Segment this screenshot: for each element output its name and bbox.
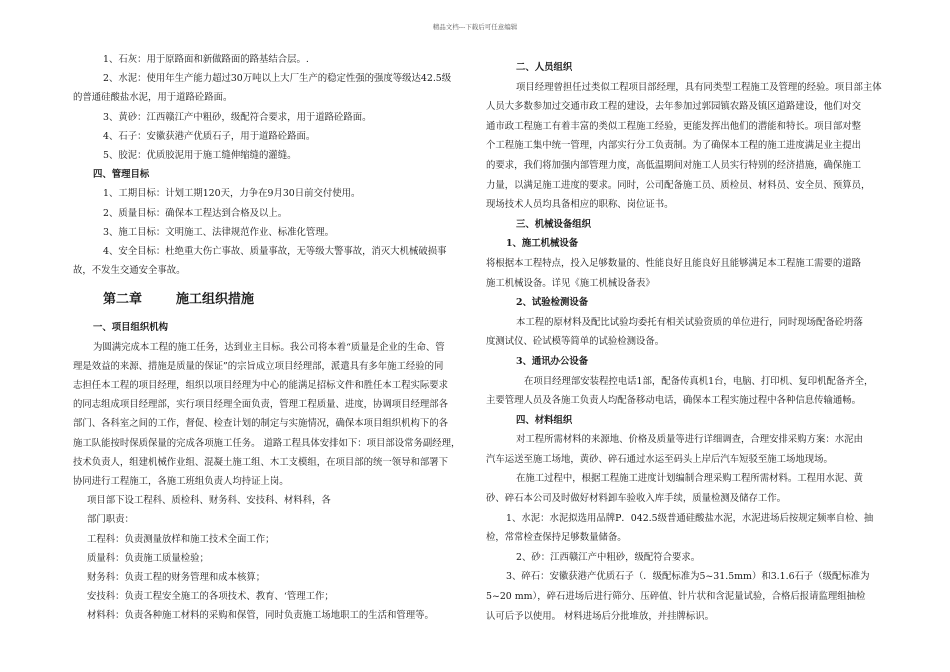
text-line: 2、砂：江西赣江产中粗砂，级配符合要求。 bbox=[516, 551, 701, 563]
left-column bbox=[73, 50, 463, 626]
text-line: 汽车运送至施工场地，黄砂、碎石通过水运至码头上岸后汽车短驳至施工场地现场。 bbox=[486, 453, 833, 465]
text-line: 力量，以满足施工进度的要求。同时，公司配备施工员、质检员、材料员、安全员、预算员， bbox=[486, 179, 871, 191]
text-line: 的普通硅酸盐水泥，用于道路砼路面。 bbox=[73, 92, 233, 104]
text-line: 施工机械设备。详见《施工机械设备表》 bbox=[486, 277, 655, 289]
text-line: 人员大多数参加过交通市政工程的建设，去年参加过郭园镇农路及镇区道路建设，他们对交 bbox=[486, 101, 862, 113]
text-line: 部门职责： bbox=[87, 514, 134, 526]
text-line: 的要求，我们将加强内部管理力度，高低温期间对施工人员实行特别的经济措施，确保施工 bbox=[486, 159, 862, 171]
page-header: 精品文档---下载后可任意编辑 bbox=[432, 23, 518, 31]
text-line: 技术负责人，组建机械作业组、混凝土施工组、木工支模组，在项目部的统一领导和部署下 bbox=[73, 456, 449, 468]
section-heading: 四、管理目标 bbox=[93, 169, 150, 181]
text-line: 故，不发生交通安全事故。 bbox=[73, 265, 186, 277]
right-column bbox=[486, 58, 882, 626]
text-line: 在施工过程中，根据工程施工进度计划编制合理采购工程所需材料。工程用水泥、黄 bbox=[516, 473, 863, 485]
text-line: 在项目经理部安装程控电话1部，配备传真机1台，电脑、打印机、复印机配备齐全， bbox=[524, 375, 874, 387]
text-line: 个工程施工集中统一管理，内部实行分工负责制。为了确保本工程的施工进度满足业主提出 bbox=[486, 140, 862, 152]
text-line: 现场技术人员均具备相应的职称、岗位证书。 bbox=[486, 199, 674, 211]
right-section-resources bbox=[486, 58, 882, 626]
section-heading: 1、施工机械设备 bbox=[506, 238, 579, 250]
text-line: 3、黄砂：江西赣江产中粗砂，级配符合要求，用于道路砼路面。 bbox=[103, 111, 372, 123]
text-line: 4、石子：安徽获港产优质石子，用于道路砼路面。 bbox=[103, 130, 316, 142]
section-heading: 一、项目组织机构 bbox=[93, 322, 169, 334]
text-line: 5~20 mm），碎石进场后进行筛分、压碎值、针片状和含泥量试验，合格后报请监理组抽检 bbox=[486, 591, 866, 603]
text-line: 的同志组成项目经理部，实行项目经理全面负责，管理工程质量、进度，协调项目经理部各 bbox=[73, 399, 449, 411]
text-line: 安技科：负责工程安全施工的各项技术、教育、‘管理工作； bbox=[87, 591, 334, 603]
text-line: 本工程的原材料及配比试验均委托有相关试验资质的单位进行，同时现场配备砼坍落 bbox=[516, 316, 863, 328]
text-line: 5、胶泥：优质胶泥用于施工缝伸缩缝的灌缝。 bbox=[103, 150, 297, 162]
section-heading: 三、机械设备组织 bbox=[516, 218, 592, 230]
text-line: 部门、各科室之间的工作，督促、检查计划的制定与实施情况，确保本项目组织机构下的各 bbox=[73, 418, 449, 430]
text-line: 项目经理曾担任过类似工程项目部经理，具有同类型工程施工及管理的经验。项目部主体 bbox=[516, 81, 882, 93]
section-heading: 二、人员组织 bbox=[516, 62, 573, 73]
text-line: 2、水泥：使用年生产能力超过30万吨以上大厂生产的稳定性强的强度等级达42.5级 bbox=[103, 73, 452, 85]
text-line: 理是效益的来源、措施是质量的保证”的宗旨成立项目经理部，派遣具有多年施工经验的同 bbox=[73, 360, 444, 372]
text-line: 协同进行工程施工，各施工班组负责人均持证上岗。 bbox=[73, 476, 289, 488]
text-line: 4、安全目标：杜绝重大伤亡事故、质量事故，无等级大警事故，消灭大机械破损事 bbox=[103, 246, 447, 258]
text-line: 志担任本工程的项目经理，组织以项目经理为中心的能满足招标文件和胜任本工程实际要求 bbox=[73, 380, 449, 392]
text-line: 通市政工程施工有着丰富的类似工程施工经验，更能发挥出他们的潜能和特长。项目部对整 bbox=[486, 120, 862, 132]
text-line: 工程科：负责测量放样和施工技术全面工作； bbox=[87, 533, 275, 545]
left-section-organization bbox=[73, 318, 463, 625]
text-line: 3、施工目标：文明施工、法律规范作业、标准化管理。 bbox=[103, 226, 334, 238]
text-line: 项目部下设工程科、质检科、财务科、安技科、材料科，各 bbox=[87, 495, 331, 507]
text-line: 为圆满完成本工程的施工任务，达到业主目标。我公司将本着“质量是企业的生命、管 bbox=[93, 341, 445, 353]
text-line: 度测试仪、砼试模等简单的试验检测设备。 bbox=[486, 336, 665, 348]
text-line: 主要管理人员及各施工负责人均配备移动电话，确保本工程实施过程中各种信息传输通畅。 bbox=[486, 395, 862, 407]
text-line: 1、石灰：用于原路面和新做路面的路基结合层。. bbox=[103, 54, 309, 65]
section-heading: 3、通讯办公设备 bbox=[516, 355, 589, 367]
text-line: 3、碎石：安徽获港产优质石子（．级配标准为5~31.5mm）和3.1.6石子（级配标准为 bbox=[506, 571, 870, 583]
chapter-number: 第二章 bbox=[103, 292, 143, 308]
section-heading: 四、材料组织 bbox=[516, 414, 573, 426]
text-line: 材料科：负责各种施工材料的采购和保管，同时负责施工场地职工的生活和管理等。 bbox=[87, 610, 434, 622]
text-line: 认可后予以使用。 材料进场后分批堆放，并挂牌标识。 bbox=[486, 610, 714, 622]
section-heading: 2、试验检测设备 bbox=[516, 297, 589, 309]
chapter-heading bbox=[103, 290, 463, 310]
text-line: 施工队能按时保质保量的完成各项施工任务。 道路工程具体安排如下：项目部设常务副经理， bbox=[73, 437, 461, 449]
text-line: 财务科：负责工程的财务管理和成本核算； bbox=[87, 572, 266, 584]
text-line: 质量科：负责施工质量检验； bbox=[87, 552, 209, 564]
left-section-materials bbox=[73, 50, 463, 280]
chapter-title: 施工组织措施 bbox=[176, 292, 255, 308]
text-line: 砂、碎石本公司及时做好材料卸车验收入库手续，质量检测及储存工作。 bbox=[486, 493, 787, 505]
text-line: 检，常常检查保持足够数量储备。 bbox=[486, 532, 627, 544]
text-line: 对工程所需材料的来源地、价格及质量等进行详细调查，合理安排采购方案：水泥由 bbox=[516, 434, 863, 446]
text-line: 1、工期目标：计划工期120天，力争在9月30日前交付使用。 bbox=[103, 188, 361, 200]
text-line: 1、水泥：水泥拟选用品牌P．042.5级普通硅酸盐水泥，水泥进场后按规定频率自检、抽 bbox=[506, 512, 874, 524]
text-line: 将根据本工程特点，投入足够数量的、性能良好且能良好且能够满足本工程施工需要的道路 bbox=[486, 257, 862, 269]
text-line: 2、质量目标：确保本工程达到合格及以上。 bbox=[103, 207, 288, 219]
